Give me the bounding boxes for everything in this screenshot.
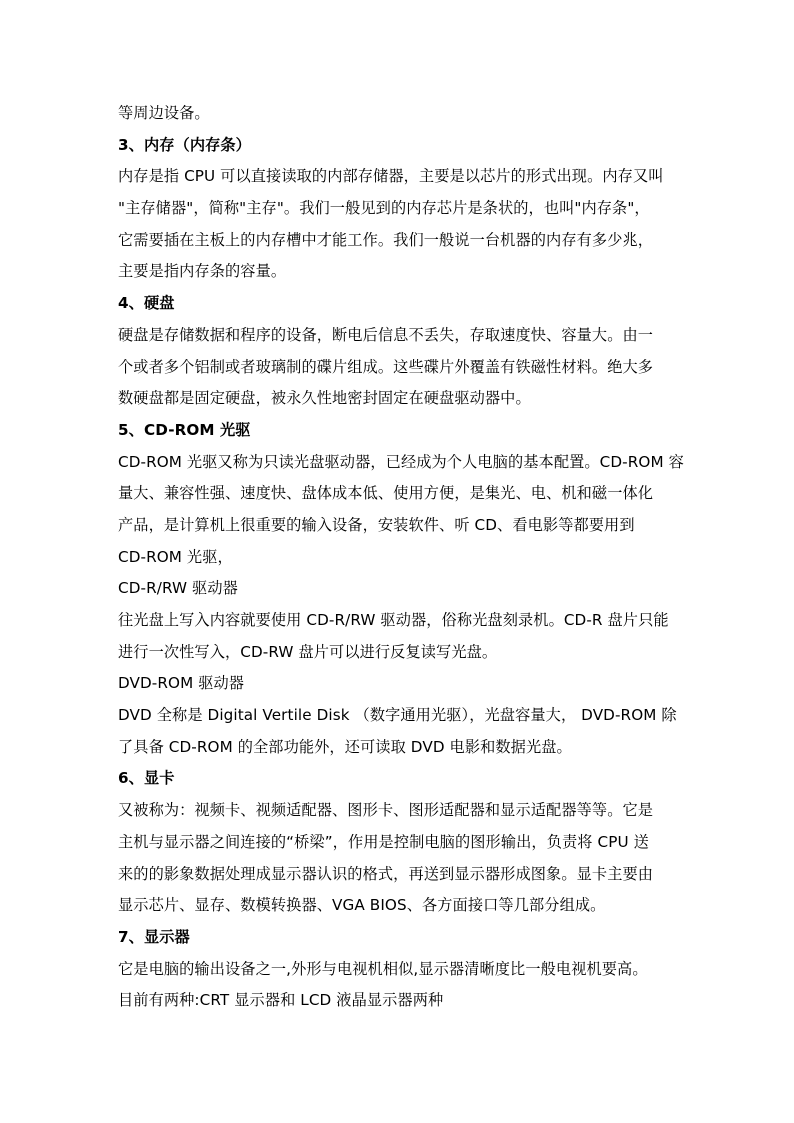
subheading-cd-rw: CD-R/RW 驱动器: [118, 579, 238, 598]
paragraph-line: "主存储器"，简称"主存"。我们一般见到的内存芯片是条状的，也叫"内存条"，: [118, 199, 650, 218]
paragraph-line: 硬盘是存储数据和程序的设备，断电后信息不丢失，存取速度快、容量大。由一: [118, 325, 654, 344]
paragraph-line: 它需要插在主板上的内存槽中才能工作。我们一般说一台机器的内存有多少兆，: [118, 230, 654, 249]
paragraph-line: 数硬盘都是固定硬盘，被永久性地密封固定在硬盘驱动器中。: [118, 389, 531, 408]
paragraph-line: DVD 全称是 Digital Vertile Disk （数字通用光驱），光盘容量大， DVD-ROM 除: [118, 706, 677, 725]
paragraph-line: 产品，是计算机上很重要的输入设备，安装软件、听 CD、看电影等都要用到: [118, 515, 635, 534]
paragraph-line: 内存是指 CPU 可以直接读取的内部存储器，主要是以芯片的形式出现。内存又叫: [118, 167, 664, 186]
paragraph-line: 了具备 CD-ROM 的全部功能外，还可读取 DVD 电影和数据光盘。: [118, 737, 572, 756]
paragraph-line: 它是电脑的输出设备之一,外形与电视机相似,显示器清晰度比一般电视机要高。: [118, 959, 648, 978]
paragraph-line: 等周边设备。: [118, 104, 210, 122]
paragraph-line: 往光盘上写入内容就要使用 CD-R/RW 驱动器，俗称光盘刻录机。CD-R 盘片只能: [118, 611, 669, 629]
section-heading-cd-rom: 5、CD-ROM 光驱: [118, 420, 251, 439]
section-heading-hard-disk: 4、硬盘: [118, 294, 175, 313]
paragraph-line: CD-ROM 光驱，: [118, 547, 233, 566]
subheading-dvd-rom: DVD-ROM 驱动器: [118, 674, 245, 693]
section-heading-graphics-card: 6、显卡: [118, 769, 175, 788]
document-body: [118, 98, 684, 1017]
paragraph-line: 进行一次性写入，CD-RW 盘片可以进行反复读写光盘。: [118, 642, 498, 661]
paragraph-line: 主要是指内存条的容量。: [118, 262, 287, 281]
section-heading-memory: 3、内存（内存条）: [118, 135, 251, 154]
paragraph-line: 目前有两种:CRT 显示器和 LCD 液晶显示器两种: [118, 991, 444, 1010]
section-heading-monitor: 7、显示器: [118, 927, 190, 946]
paragraph-line: 主机与显示器之间连接的“桥梁”，作用是控制电脑的图形输出，负责将 CPU 送: [118, 832, 649, 851]
paragraph-line: CD-ROM 光驱又称为只读光盘驱动器，已经成为个人电脑的基本配置。CD-ROM 容: [118, 452, 684, 471]
paragraph-line: 个或者多个铝制或者玻璃制的碟片组成。这些碟片外覆盖有铁磁性材料。绝大多: [118, 357, 654, 376]
paragraph-line: 显示芯片、显存、数模转换器、VGA BIOS、各方面接口等几部分组成。: [118, 896, 606, 915]
paragraph-line: 来的的影象数据处理成显示器认识的格式，再送到显示器形成图象。显卡主要由: [118, 864, 654, 883]
paragraph-line: 量大、兼容性强、速度快、盘体成本低、使用方便，是集光、电、机和磁一体化: [118, 484, 654, 503]
paragraph-line: 又被称为：视频卡、视频适配器、图形卡、图形适配器和显示适配器等等。它是: [118, 801, 654, 820]
